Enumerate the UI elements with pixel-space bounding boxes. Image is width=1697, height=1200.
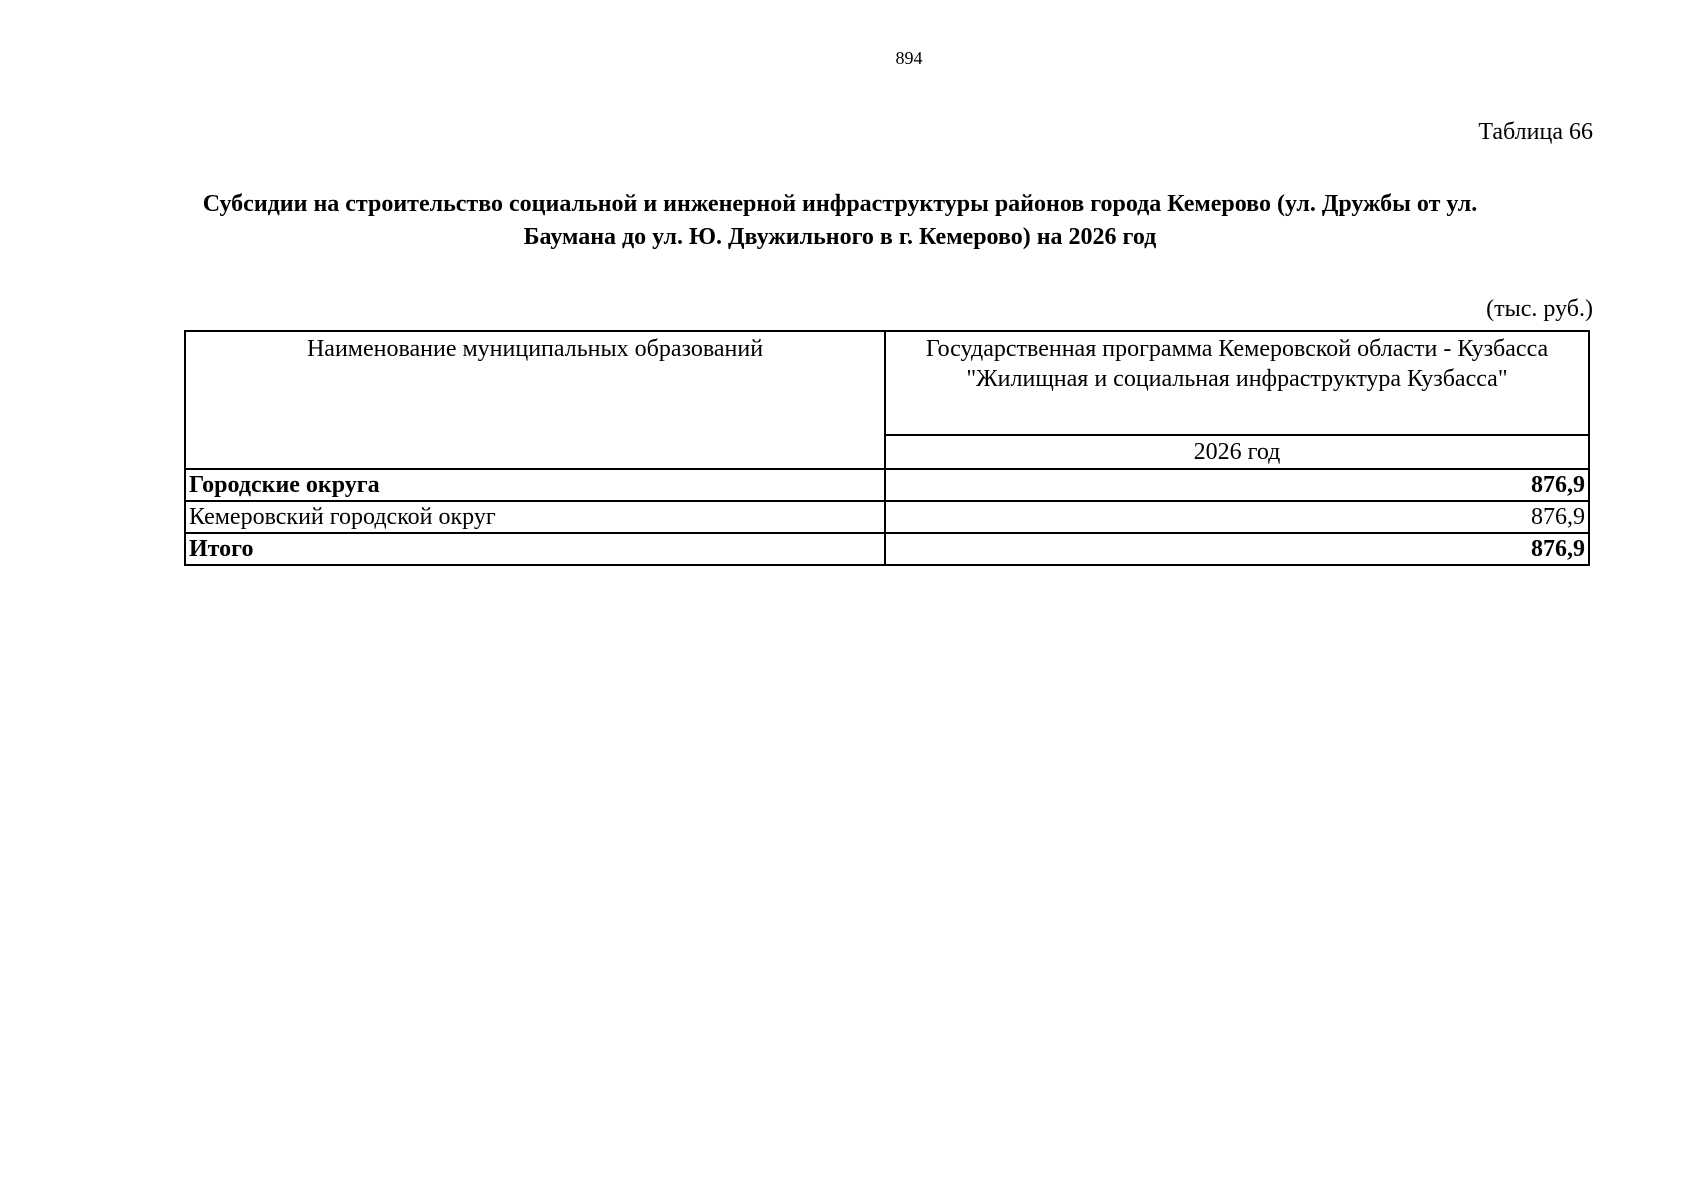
subsidy-table <box>184 330 1590 566</box>
row-value: 876,9 <box>885 469 1589 501</box>
table-row <box>185 533 1589 565</box>
header-program <box>885 331 1589 435</box>
units-label: (тыс. руб.) <box>1486 296 1593 322</box>
table-label: Таблица 66 <box>1478 119 1593 145</box>
row-name: Кемеровский городской округ <box>185 501 885 533</box>
row-value: 876,9 <box>885 501 1589 533</box>
table-row <box>185 501 1589 533</box>
header-program-line2: "Жилищная и социальная инфраструктура Кузбасса" <box>966 366 1508 392</box>
header-municipality-name: Наименование муниципальных образований <box>185 331 885 469</box>
page-number: 894 <box>895 48 923 68</box>
table-header-row <box>185 331 1589 435</box>
header-year: 2026 год <box>885 435 1589 469</box>
row-name: Итого <box>185 533 885 565</box>
header-program-line1: Государственная программа Кемеровской области - Кузбасса <box>925 336 1549 362</box>
row-name: Городские округа <box>185 469 885 501</box>
row-value: 876,9 <box>885 533 1589 565</box>
table-row <box>185 469 1589 501</box>
document-title: Субсидии на строительство социальной и инженерной инфраструктуры районов города Кемерово (ул. Дружбы от ул. Баумана до ул. Ю. Двужильного в г. Кемерово) на 2026 год <box>202 191 1478 250</box>
